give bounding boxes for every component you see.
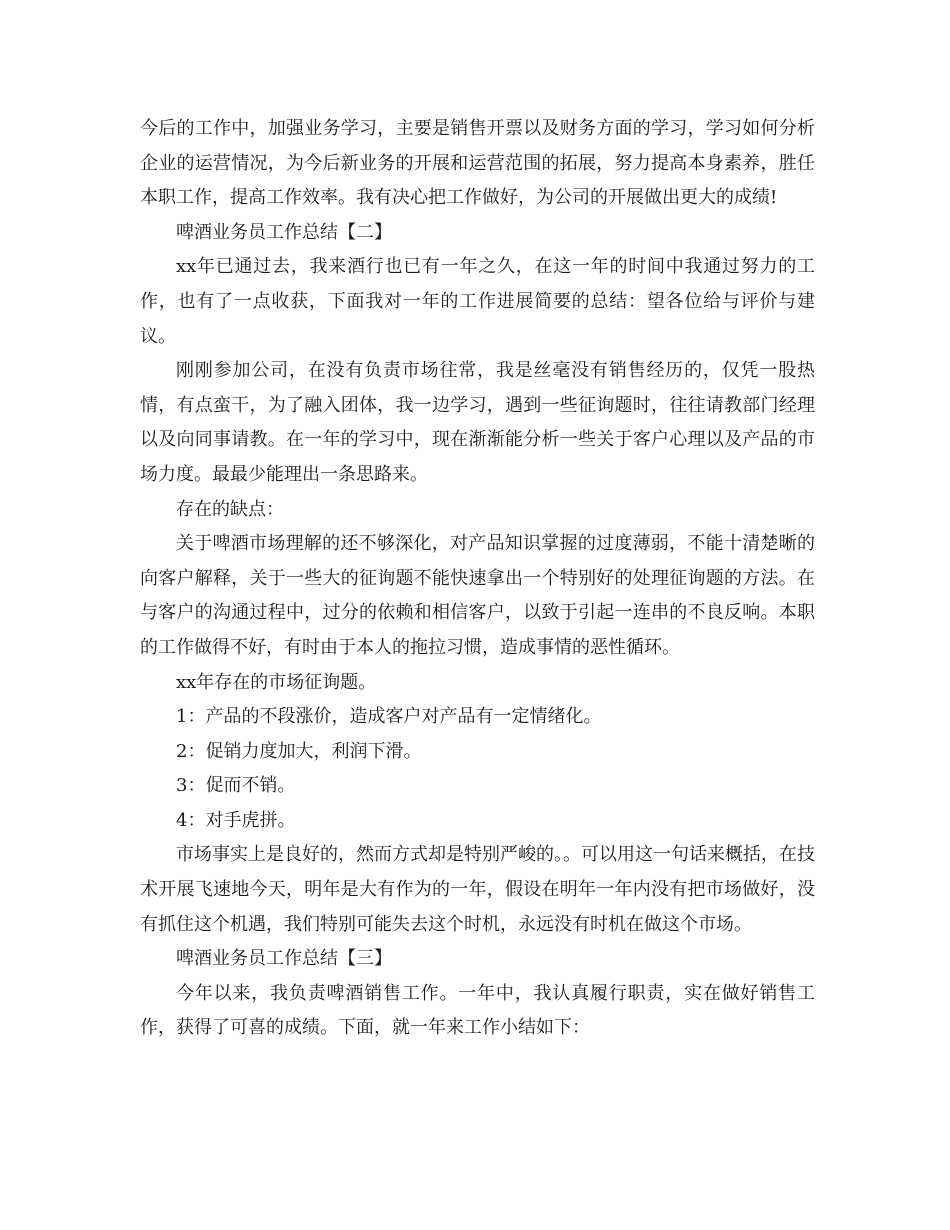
paragraph: 市场事实上是良好的，然而方式却是特别严峻的。。可以用这一句话来概括，在技术开展飞速地今天，明年是大有作为的一年，假设在明年一年内没有把市场做好，没有抓住这个机遇，我们特别可能失去这个时机，永远没有时机在做这个市场。 (140, 844, 815, 935)
paragraph: xx年已通过去，我来酒行也已有一年之久，在这一年的时间中我通过努力的工作，也有了一点收获，下面我对一年的工作进展简要的总结：望各位给与评价与建议。 (140, 256, 815, 347)
list-item: 4：对手虎拼。 (176, 809, 296, 831)
paragraph: 刚刚参加公司，在没有负责市场往常，我是丝毫没有销售经历的，仅凭一股热情，有点蛮干，为了融入团体，我一边学习，遇到一些征询题时，往往请教部门经理以及向同事请教。在一年的学习中，现在渐渐能分析一些关于客户心理以及产品的市场力度。最最少能理出一条思路来。 (140, 360, 815, 485)
paragraph-intro: 今后的工作中，加强业务学习，主要是销售开票以及财务方面的学习，学习如何分析企业的运营情况，为今后新业务的开展和运营范围的拓展，努力提高本身素养，胜任本职工作，提高工作效率。我有决心把工作做好，为公司的开展做出更大的成绩! (140, 118, 815, 209)
paragraph-subheading: xx年存在的市场征询题。 (176, 671, 377, 693)
section-heading-2: 啤酒业务员工作总结【二】 (176, 221, 392, 243)
list-item: 2：促销力度加大，利润下滑。 (176, 740, 422, 762)
section-heading-3: 啤酒业务员工作总结【三】 (176, 948, 392, 970)
paragraph: 今年以来，我负责啤酒销售工作。一年中，我认真履行职责，实在做好销售工作，获得了可喜的成绩。下面，就一年来工作小结如下： (140, 982, 815, 1039)
paragraph: 关于啤酒市场理解的还不够深化，对产品知识掌握的过度薄弱，不能十清楚晰的向客户解释，关于一些大的征询题不能快速拿出一个特别好的处理征询题的方法。在与客户的沟通过程中，过分的依赖和相信客户，以致于引起一连串的不良反响。本职的工作做得不好，有时由于本人的拖拉习惯，造成事情的恶性循环。 (140, 533, 815, 658)
paragraph-subheading: 存在的缺点： (176, 498, 284, 520)
list-item: 1：产品的不段涨价，造成客户对产品有一定情绪化。 (176, 706, 602, 728)
list-item: 3：促而不销。 (176, 775, 296, 797)
